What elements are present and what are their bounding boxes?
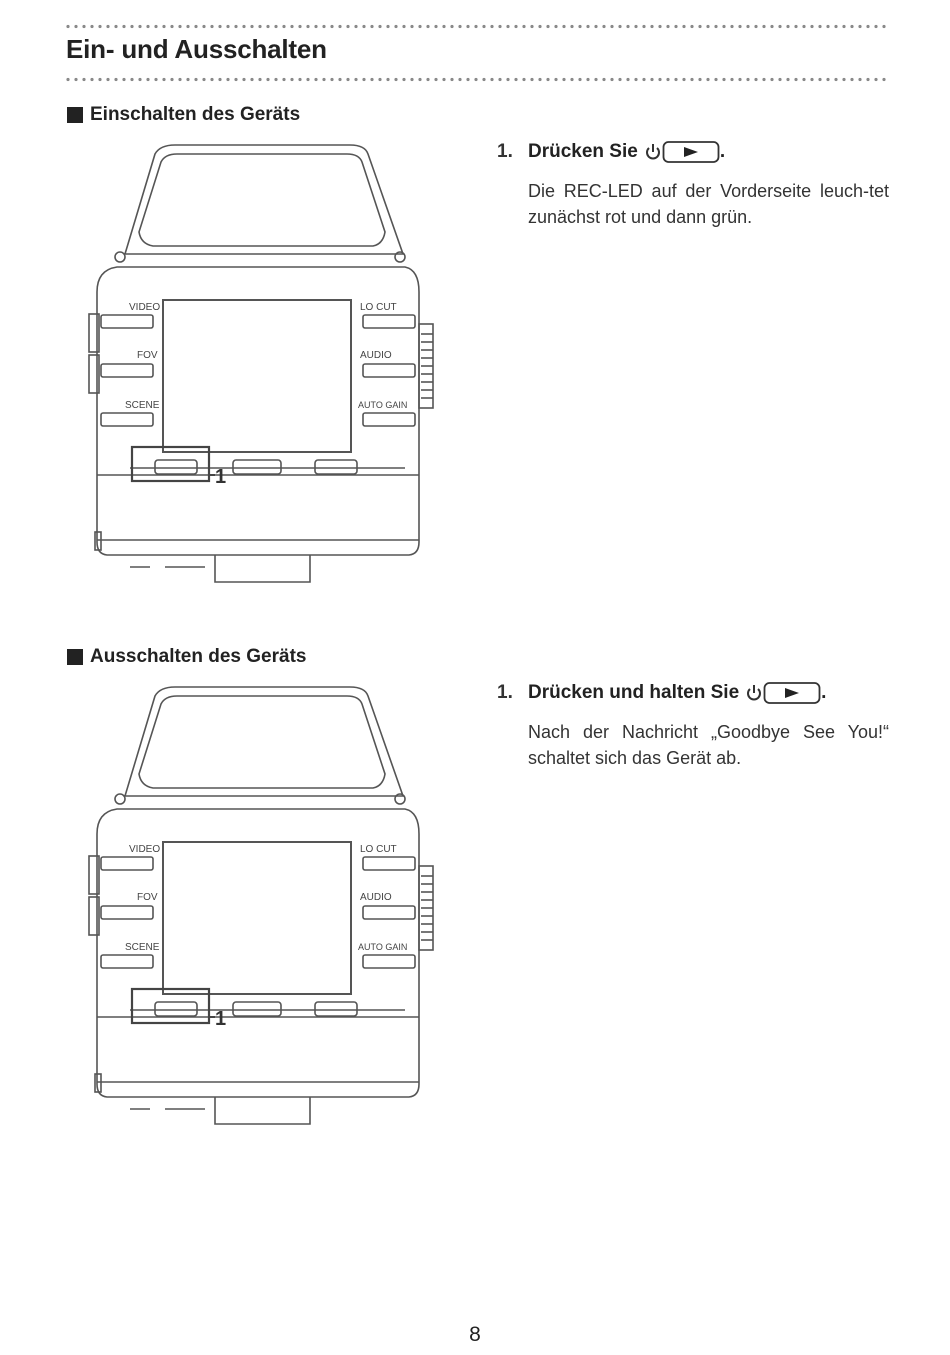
square-bullet-icon (67, 649, 83, 665)
label-fov: FOV (137, 350, 158, 361)
section-heading-power-on (67, 104, 300, 126)
step-number: 1. (497, 682, 513, 703)
device-illustration-power-on (85, 142, 445, 592)
callout-number: 1 (215, 466, 227, 488)
label-auto-gain: AUTO GAIN (358, 400, 408, 410)
top-dotted-rule (64, 24, 888, 29)
power-play-button-graphic (745, 681, 821, 705)
label-lo-cut: LO CUT (360, 302, 397, 313)
page-number: 8 (469, 1323, 481, 1346)
label-lo-cut: LO CUT (360, 844, 397, 855)
label-scene: SCENE (125, 942, 160, 953)
power-icon (745, 683, 763, 703)
label-video: VIDEO (129, 844, 161, 855)
device-body (89, 687, 433, 1124)
step-instruction: Drücken Sie (528, 141, 638, 162)
label-scene: SCENE (125, 400, 160, 411)
power-icon (644, 142, 662, 162)
label-audio: AUDIO (360, 350, 392, 361)
step-number: 1. (497, 141, 513, 162)
square-bullet-icon (67, 107, 83, 123)
device-illustration-power-off (85, 684, 445, 1134)
power-play-button-graphic (644, 140, 720, 164)
play-button-icon (763, 681, 821, 705)
step-suffix: . (719, 141, 726, 162)
page-title: Ein- und Ausschalten (66, 34, 327, 64)
section-heading-text: Einschalten des Geräts (90, 104, 301, 125)
step-power-on (497, 140, 889, 230)
section-heading-power-off (67, 646, 306, 668)
step-instruction: Drücken und halten Sie (528, 682, 740, 703)
label-fov: FOV (137, 892, 158, 903)
step-description: Die REC-LED auf der Vorderseite leuch-tet zunächst rot und dann grün. (528, 181, 889, 227)
section-heading-text: Ausschalten des Geräts (90, 646, 307, 667)
step-power-off (497, 681, 889, 771)
step-suffix: . (821, 682, 827, 703)
step-description: Nach der Nachricht „Goodbye See You!“ schaltet sich das Gerät ab. (528, 722, 889, 768)
play-button-icon (662, 140, 720, 164)
device-body (89, 145, 433, 582)
label-video: VIDEO (129, 302, 161, 313)
label-audio: AUDIO (360, 892, 392, 903)
callout-number: 1 (215, 1008, 227, 1030)
title-dotted-rule (64, 77, 888, 82)
label-auto-gain: AUTO GAIN (358, 942, 408, 952)
